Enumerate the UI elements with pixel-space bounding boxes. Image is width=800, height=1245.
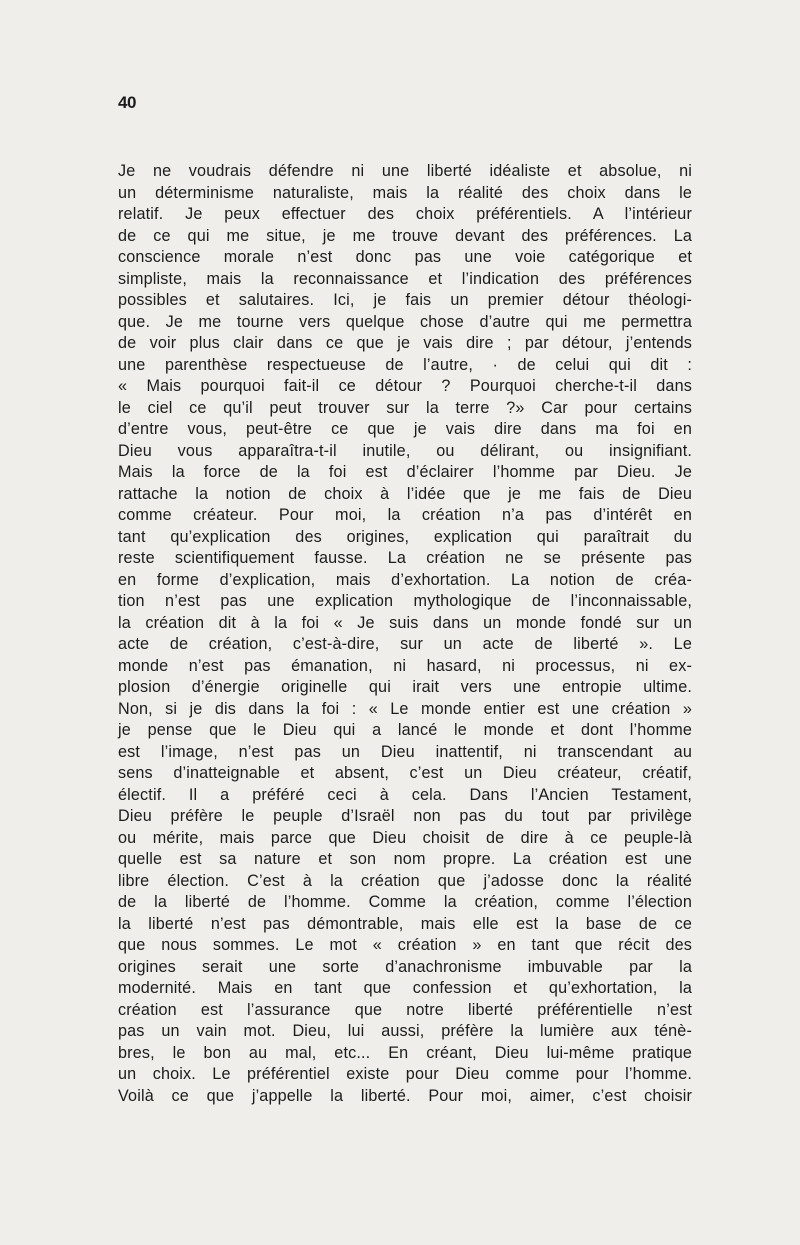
text-line: est l’image, n’est pas un Dieu inattentif, ni transcendant au xyxy=(118,742,692,761)
text-line: de la liberté de l’homme. Comme la création, comme l’élection xyxy=(118,893,692,911)
text-line: tion n’est pas une explication mythologique de l’inconnaissable, xyxy=(118,592,692,610)
body-text xyxy=(118,161,692,1107)
text-line: tant qu’explication des origines, explication qui paraîtrait du xyxy=(118,527,692,546)
text-line: en forme d’explication, mais d’exhortation. La notion de créa- xyxy=(118,570,692,589)
page-number: 40 xyxy=(118,93,136,112)
text-line: un choix. Le préférentiel existe pour Dieu comme pour l’homme. xyxy=(118,1065,692,1083)
text-line: création est l’assurance que notre liberté préférentielle n’est xyxy=(118,1000,692,1019)
text-line: simpliste, mais la reconnaissance et l’indication des préférences xyxy=(118,269,692,288)
text-line: je pense que le Dieu qui a lancé le monde et dont l’homme xyxy=(118,721,692,739)
text-line: le ciel ce qu’il peut trouver sur la terre ?» Car pour certains xyxy=(118,398,692,417)
text-line: conscience morale n’est donc pas une voie catégorique et xyxy=(118,248,692,266)
text-line: pas un vain mot. Dieu, lui aussi, préfère la lumière aux ténè- xyxy=(118,1022,692,1040)
text-line: Dieu vous apparaîtra-t-il inutile, ou délirant, ou insignifiant. xyxy=(118,441,692,460)
text-line: plosion d’énergie originelle qui irait vers une entropie ultime. xyxy=(118,678,692,696)
text-line: bres, le bon au mal, etc... En créant, Dieu lui-même pratique xyxy=(118,1043,692,1062)
text-line: électif. Il a préféré ceci à cela. Dans l’Ancien Testament, xyxy=(118,785,692,804)
text-line: reste scientifiquement fausse. La création ne se présente pas xyxy=(118,549,692,567)
text-line: que nous sommes. Le mot « création » en tant que récit des xyxy=(118,936,692,954)
text-line: sens d’inatteignable et absent, c’est un Dieu créateur, créatif, xyxy=(118,764,692,782)
text-line: que. Je me tourne vers quelque chose d’autre qui me permettra xyxy=(118,312,692,331)
text-line: de voir plus clair dans ce que je vais dire ; par détour, j’entends xyxy=(118,334,692,352)
text-line: la liberté n’est pas démontrable, mais elle est la base de ce xyxy=(118,914,692,933)
text-line: ou mérite, mais parce que Dieu choisit de dire à ce peuple-là xyxy=(118,828,692,847)
text-line: Je ne voudrais défendre ni une liberté idéaliste et absolue, ni xyxy=(118,162,692,180)
text-line: comme créateur. Pour moi, la création n’a pas d’intérêt en xyxy=(118,506,692,524)
text-line: Mais la force de la foi est d’éclairer l’homme par Dieu. Je xyxy=(118,463,692,481)
text-line: possibles et salutaires. Ici, je fais un premier détour théologi- xyxy=(118,291,692,309)
text-line: la création dit à la foi « Je suis dans un monde fondé sur un xyxy=(118,613,692,632)
text-line: monde n’est pas émanation, ni hasard, ni processus, ni ex- xyxy=(118,656,692,675)
text-line: d’entre vous, peut-être ce que je vais dire dans ma foi en xyxy=(118,420,692,438)
text-line: modernité. Mais en tant que confession et qu’exhortation, la xyxy=(118,979,692,997)
text-line: relatif. Je peux effectuer des choix préférentiels. A l’intérieur xyxy=(118,205,692,223)
text-line: origines serait une sorte d’anachronisme imbuvable par la xyxy=(118,957,692,976)
text-line: acte de création, c’est-à-dire, sur un acte de liberté ». Le xyxy=(118,635,692,653)
text-line: de ce qui me situe, je me trouve devant des préférences. La xyxy=(118,226,692,245)
text-line: un déterminisme naturaliste, mais la réalité des choix dans le xyxy=(118,183,692,202)
text-line: Dieu préfère le peuple d’Israël non pas du tout par privilège xyxy=(118,807,692,825)
text-line: rattache la notion de choix à l’idée que je me fais de Dieu xyxy=(118,484,692,503)
text-line: Non, si je dis dans la foi : « Le monde entier est une création » xyxy=(118,699,692,718)
text-line: quelle est sa nature et son nom propre. La création est une xyxy=(118,850,692,868)
text-line: libre élection. C’est à la création que j’adosse donc la réalité xyxy=(118,871,692,890)
text-line: Voilà ce que j’appelle la liberté. Pour moi, aimer, c’est choisir xyxy=(118,1086,692,1105)
text-line: « Mais pourquoi fait-il ce détour ? Pourquoi cherche-t-il dans xyxy=(118,377,692,395)
text-line: une parenthèse respectueuse de l’autre, · de celui qui dit : xyxy=(118,355,692,374)
